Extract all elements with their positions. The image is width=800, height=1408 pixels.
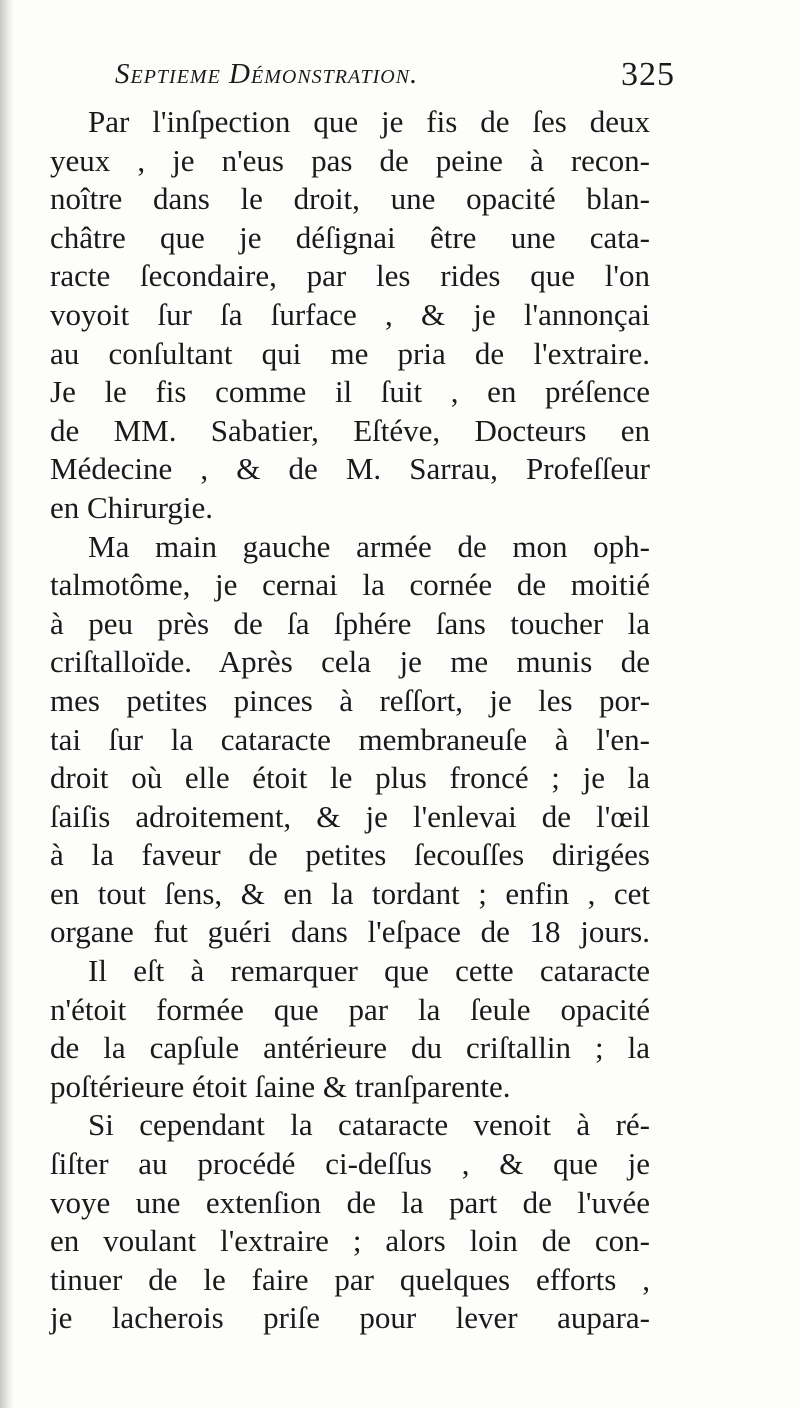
text-line: voyoit ſur ſa ſurface , & je l'annonçai (50, 296, 650, 332)
text-line: Médecine , & de M. Sarrau, Profeſſeur (50, 451, 650, 487)
text-line: n'étoit formée que par la ſeule opacité (50, 991, 650, 1027)
text-line: voye une extenſion de la part de l'uvée (50, 1184, 650, 1220)
text-line: droit où elle étoit le plus froncé ; je la (50, 760, 650, 796)
text-line: racte ſecondaire, par les rides que l'on (50, 258, 650, 294)
text-line: poſtérieure étoit ſaine & tranſparente. (50, 1068, 511, 1104)
body-text (50, 103, 650, 1338)
text-line: tinuer de le faire par quelques efforts , (50, 1261, 650, 1297)
text-line: ſaiſis adroitement, & je l'enlevai de l'œil (50, 798, 650, 834)
text-line: tai ſur la cataracte membraneuſe à l'en- (50, 721, 650, 757)
running-head: Septieme Démonstration. (115, 58, 419, 90)
text-line: je lacherois priſe pour lever aupara- (50, 1300, 650, 1336)
text-line: à peu près de ſa ſphére ſans toucher la (50, 605, 650, 641)
text-line: Par l'inſpection que je fis de ſes deux (88, 104, 650, 139)
text-line: Il eſt à remarquer que cette cataracte (88, 953, 650, 989)
text-line: talmotôme, je cernai la cornée de moitié (50, 567, 650, 603)
text-line: à la faveur de petites ſecouſſes dirigées (50, 837, 650, 873)
text-line: criſtalloïde. Après cela je me munis de (50, 644, 650, 680)
page-header (115, 52, 675, 100)
text-line: en Chirurgie. (50, 489, 214, 525)
text-line: mes petites pinces à reſſort, je les por- (50, 682, 650, 718)
text-line: Je le fis comme il ſuit , en préſence (50, 374, 650, 410)
text-line: ſiſter au procédé ci-deſſus , & que je (50, 1146, 650, 1182)
text-line: au conſultant qui me pria de l'extraire. (50, 335, 650, 371)
text-line: châtre que je déſignai être une cata- (50, 219, 650, 255)
text-line: yeux , je n'eus pas de peine à recon- (50, 142, 650, 178)
text-line: Ma main gauche armée de mon oph- (88, 528, 650, 564)
text-line: Si cependant la cataracte venoit à ré- (88, 1107, 650, 1143)
text-line: de MM. Sabatier, Eſtéve, Docteurs en (50, 412, 650, 448)
text-line: noître dans le droit, une opacité blan- (50, 181, 650, 217)
text-line: de la capſule antérieure du criſtallin ; la (50, 1030, 650, 1066)
text-line: organe fut guéri dans l'eſpace de 18 jours. (50, 914, 650, 950)
page-edge-shadow (0, 0, 14, 1408)
page-number: 325 (621, 56, 675, 93)
text-line: en voulant l'extraire ; alors loin de con- (50, 1223, 650, 1259)
text-line: en tout ſens, & en la tordant ; enfin , cet (50, 875, 650, 911)
